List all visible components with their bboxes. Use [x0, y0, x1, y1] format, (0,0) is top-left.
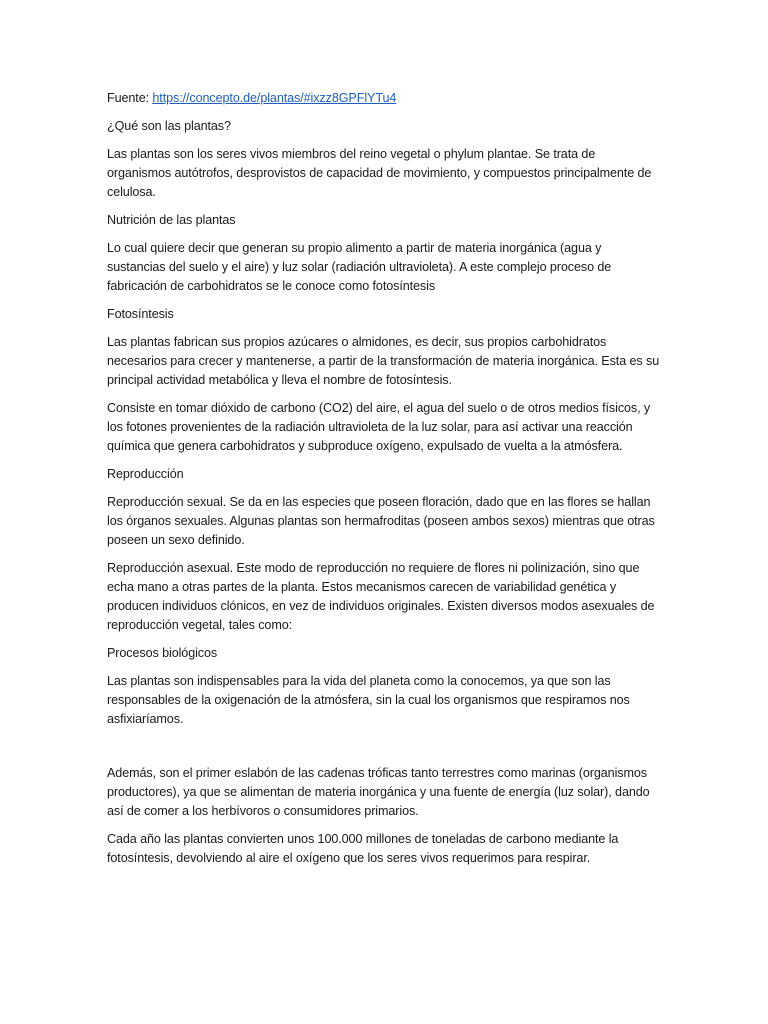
paragraph-fotosintesis-1: Las plantas fabrican sus propios azúcares o almidones, es decir, sus propios carbohidratos necesarios para crecer y mantenerse, a partir de la transformación de materia inorgánica. Esta es su principal actividad metabólica y lleva el nombre de fotosíntesis. [107, 335, 660, 387]
heading-fotosintesis: Fotosíntesis [107, 307, 174, 321]
source-label: Fuente: [107, 91, 153, 105]
paragraph-fotosintesis-2: Consiste en tomar dióxido de carbono (CO2) del aire, el agua del suelo o de otros medios físicos, y los fotones provenientes de la radiación ultravioleta de la luz solar, para así activar una reacción química que genera carbohidratos y subproduce oxígeno, expulsado de vuelta a la atmósfera. [107, 401, 651, 453]
paragraph-reproduccion-asexual: Reproducción asexual. Este modo de reproducción no requiere de flores ni polinización, sino que echa mano a otras partes de la planta. Estos mecanismos carecen de variabilidad genética y producen individuos clónicos, en vez de individuos originales. Existen diversos modos asexuales de reproducción vegetal, tales como: [107, 561, 655, 632]
heading-nutricion: Nutrición de las plantas [107, 213, 236, 227]
heading-que-son: ¿Qué son las plantas? [107, 119, 231, 133]
paragraph-reproduccion-sexual: Reproducción sexual. Se da en las especies que poseen floración, dado que en las flores se hallan los órganos sexuales. Algunas plantas son hermafroditas (poseen ambos sexos) mientras que otras poseen un sexo definido. [107, 495, 655, 547]
paragraph-procesos-1: Las plantas son indispensables para la vida del planeta como la conocemos, ya que son las responsables de la oxigenación de la atmósfera, sin la cual los organismos que respiramos nos asfixiaríamos. [107, 674, 630, 726]
paragraph-nutricion: Lo cual quiere decir que generan su propio alimento a partir de materia inorgánica (agua y sustancias del suelo y el aire) y luz solar (radiación ultravioleta). A este complejo proceso de fabricación de carbohidratos se le conoce como fotosíntesis [107, 241, 612, 293]
heading-reproduccion: Reproducción [107, 467, 184, 481]
source-line [107, 89, 662, 108]
heading-procesos: Procesos biológicos [107, 646, 218, 660]
paragraph-procesos-3: Cada año las plantas convierten unos 100.000 millones de toneladas de carbono mediante la fotosíntesis, devolviendo al aire el oxígeno que los seres vivos requerimos para respirar. [107, 832, 619, 865]
paragraph-definicion: Las plantas son los seres vivos miembros del reino vegetal o phylum plantae. Se trata de organismos autótrofos, desprovistos de capacidad de movimiento, y compuestos principalmente de celulosa. [107, 147, 652, 199]
paragraph-procesos-2: Además, son el primer eslabón de las cadenas tróficas tanto terrestres como marinas (organismos productores), ya que se alimentan de materia inorgánica y una fuente de energía (luz solar), dando así de comer a los herbívoros o consumidores primarios. [107, 766, 650, 818]
source-link[interactable]: https://concepto.de/plantas/#ixzz8GPFlYTu4 [152, 91, 397, 105]
document-body [107, 89, 662, 877]
